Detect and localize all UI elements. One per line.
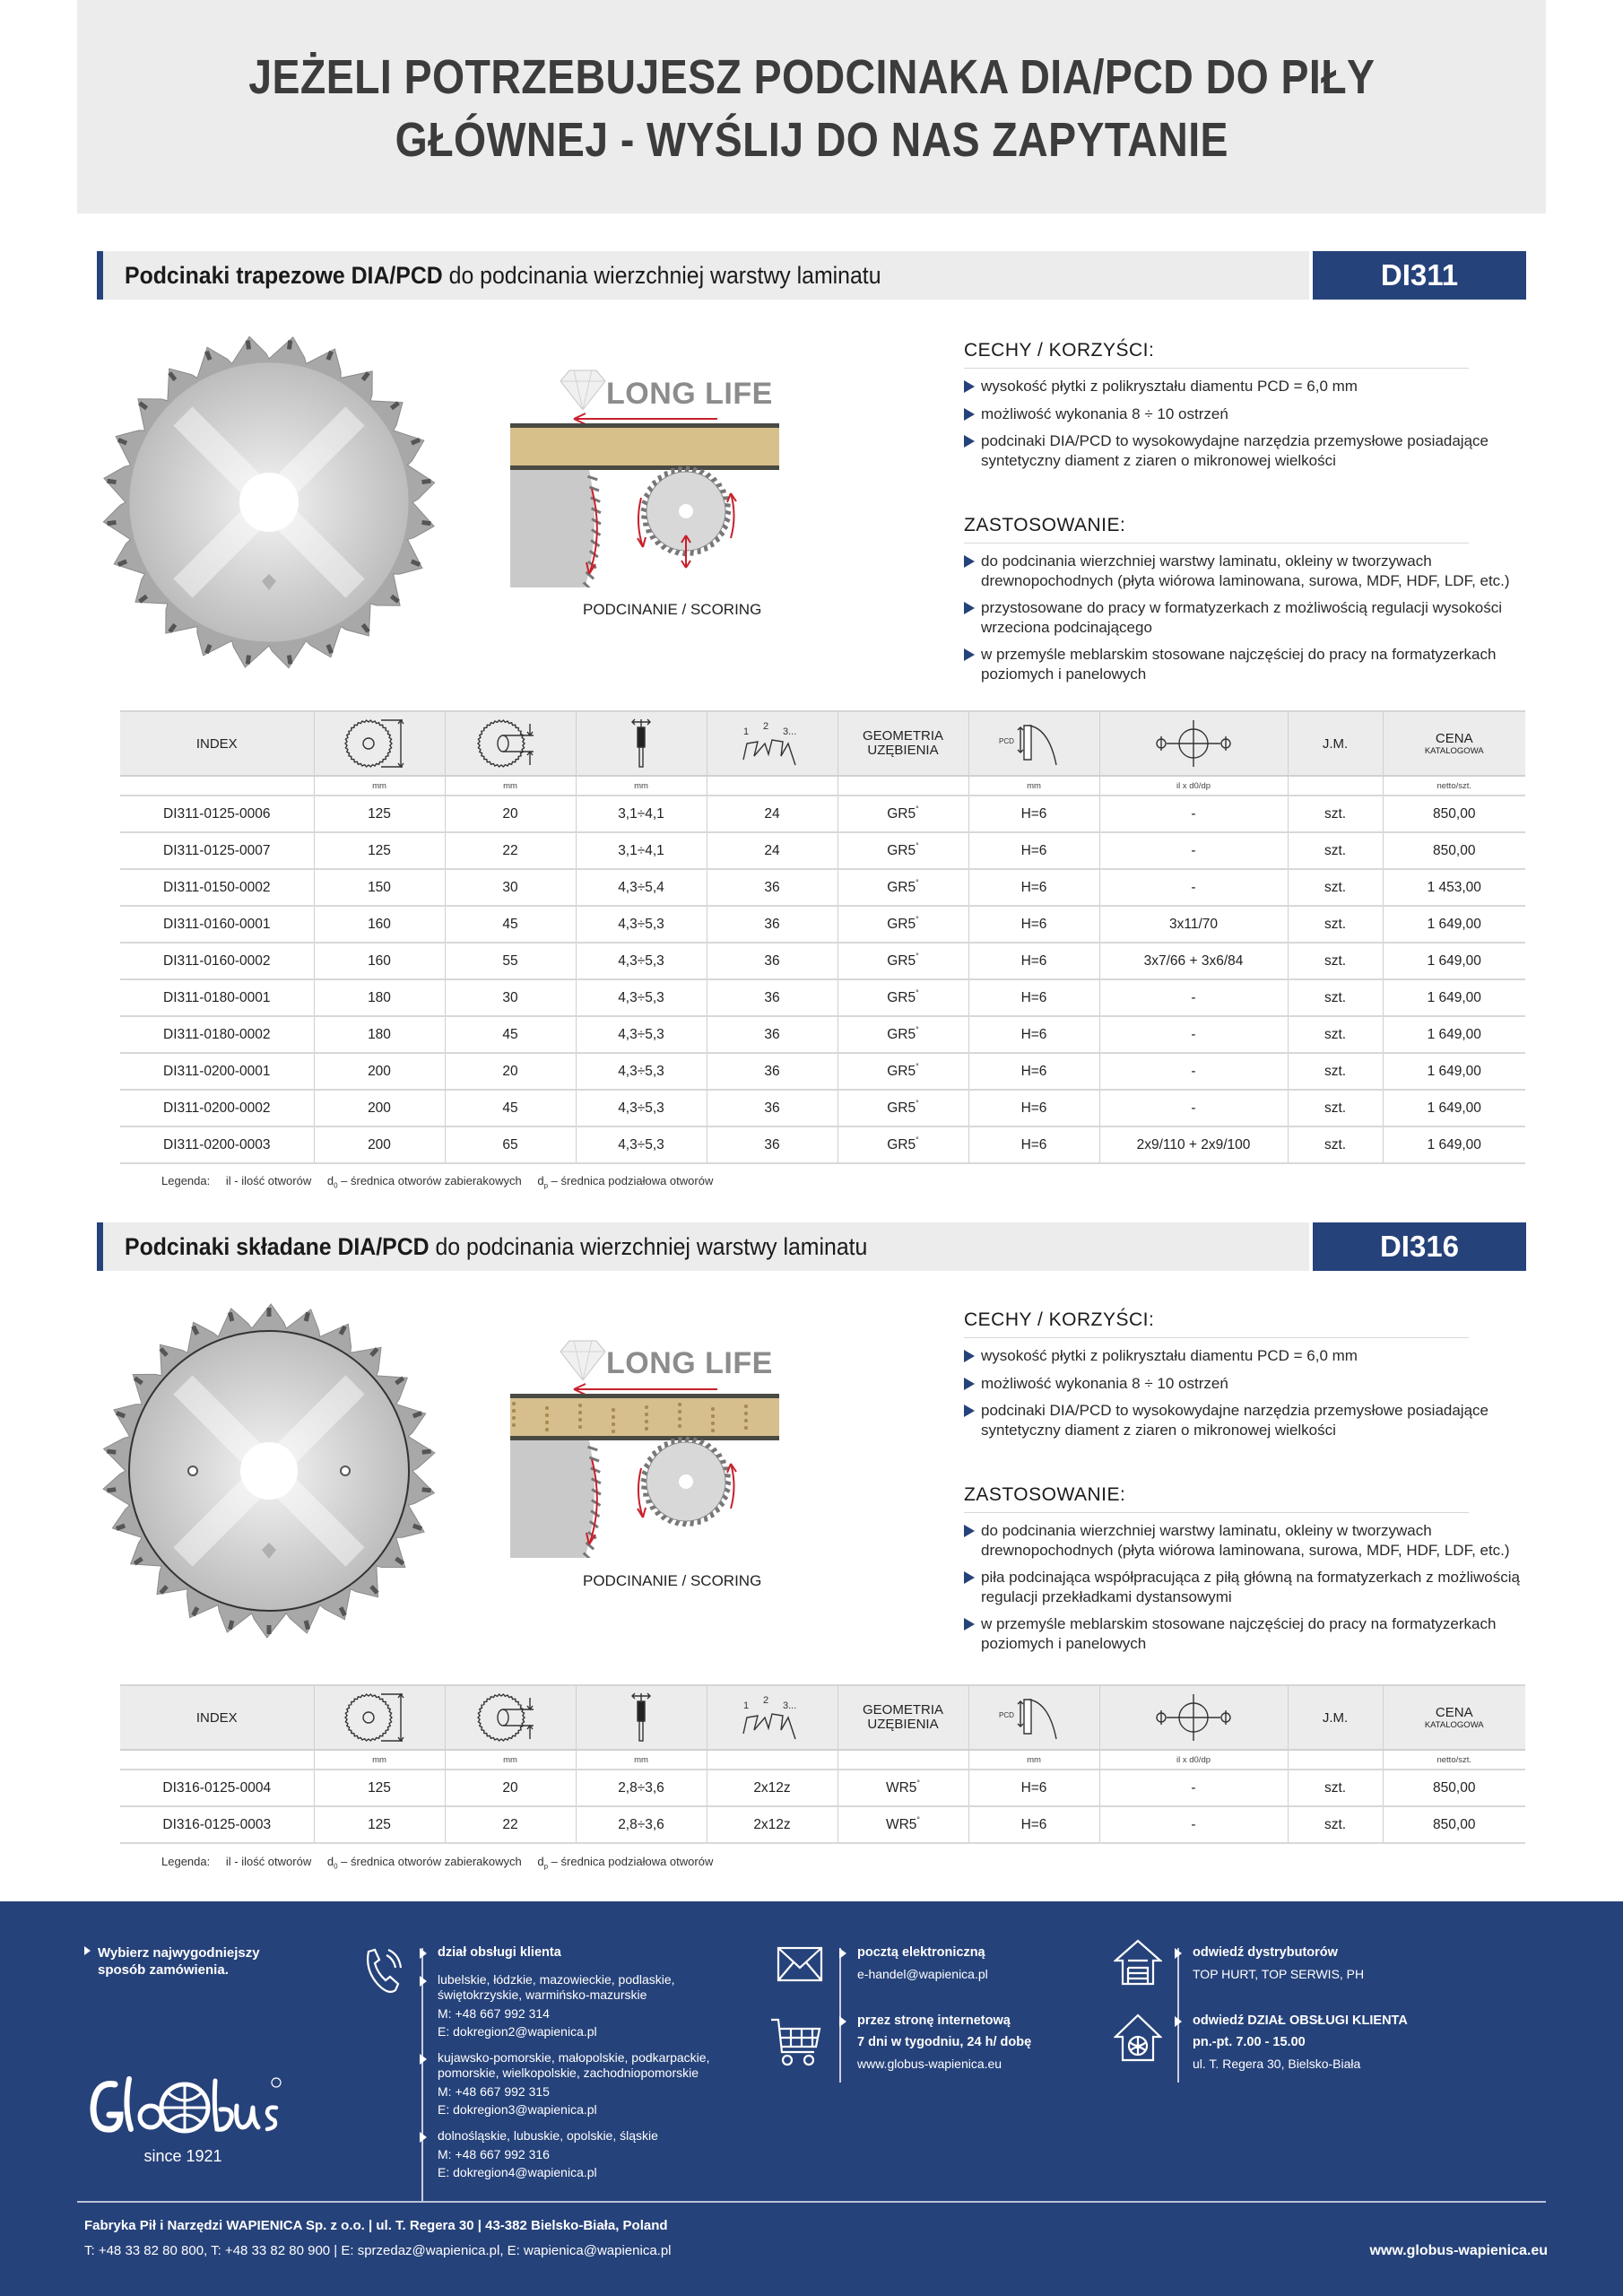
table-cell: - bbox=[1099, 979, 1288, 1016]
unit-cell: mm bbox=[314, 776, 445, 796]
table-cell: szt. bbox=[1288, 943, 1383, 979]
feature-item: wysokość płytki z polikryształu diamentu PCD = 6,0 mm bbox=[964, 1346, 1520, 1366]
table-cell: 3,1÷4,1 bbox=[576, 832, 707, 869]
table-cell: 22 bbox=[445, 832, 576, 869]
region-contact bbox=[438, 2128, 733, 2180]
col-index: INDEX bbox=[120, 1685, 314, 1750]
table-cell: 850,00 bbox=[1383, 832, 1525, 869]
banner-title bbox=[248, 46, 1375, 171]
table-cell: H=6 bbox=[968, 1806, 1099, 1843]
table-cell: 1 649,00 bbox=[1383, 906, 1525, 943]
table-cell: szt. bbox=[1288, 1806, 1383, 1843]
usage-title: ZASTOSOWANIE: bbox=[964, 514, 1469, 544]
cell-geometry: GR5° bbox=[838, 943, 968, 979]
table-cell: szt. bbox=[1288, 906, 1383, 943]
table-cell: DI311-0160-0002 bbox=[120, 943, 314, 979]
cell-geometry: GR5° bbox=[838, 1053, 968, 1090]
svg-text:3...: 3... bbox=[783, 1700, 797, 1711]
kerf-width-icon bbox=[576, 711, 707, 776]
usage-title: ZASTOSOWANIE: bbox=[964, 1483, 1469, 1513]
usage-item: w przemyśle meblarskim stosowane najczęściej do pracy na formatyzerkach poziomych i panelowych bbox=[964, 645, 1520, 683]
table-cell: 36 bbox=[707, 979, 838, 1016]
product-table-di311 bbox=[120, 710, 1525, 1164]
table-cell: H=6 bbox=[968, 1053, 1099, 1090]
table-cell: 36 bbox=[707, 1016, 838, 1053]
table-cell: 200 bbox=[314, 1126, 445, 1163]
product-code-badge: DI316 bbox=[1313, 1222, 1526, 1271]
col-unit: J.M. bbox=[1288, 1685, 1383, 1750]
table-cell: szt. bbox=[1288, 1090, 1383, 1126]
email-block bbox=[857, 1944, 1090, 1982]
region-phone[interactable]: M: +48 667 992 316 bbox=[438, 2147, 550, 2161]
order-prompt: Wybierz najwygodniejszy sposób zamówienia. bbox=[84, 1944, 260, 1979]
cell-geometry: GR5° bbox=[838, 796, 968, 832]
table-cell: 2x12z bbox=[707, 1770, 838, 1806]
svg-text:PCD: PCD bbox=[999, 1711, 1014, 1719]
table-cell: DI311-0125-0006 bbox=[120, 796, 314, 832]
table-cell: H=6 bbox=[968, 1090, 1099, 1126]
table-cell: H=6 bbox=[968, 832, 1099, 869]
svg-text:1: 1 bbox=[743, 726, 750, 737]
table-cell: 180 bbox=[314, 1016, 445, 1053]
table-cell: DI311-0200-0003 bbox=[120, 1126, 314, 1163]
table-cell: DI311-0150-0002 bbox=[120, 869, 314, 906]
table-row bbox=[120, 832, 1525, 869]
col-unit: J.M. bbox=[1288, 711, 1383, 776]
table-cell: 36 bbox=[707, 943, 838, 979]
cell-geometry: WR5° bbox=[838, 1806, 968, 1843]
unit-cell bbox=[838, 1750, 968, 1770]
legend-label: Legenda: bbox=[161, 1174, 211, 1187]
region-areas: kujawsko-pomorskie, małopolskie, podkarpackie, bbox=[438, 2050, 710, 2065]
product-table-di316 bbox=[120, 1684, 1525, 1844]
region-phone[interactable]: M: +48 667 992 315 bbox=[438, 2084, 550, 2099]
email-title: pocztą elektroniczną bbox=[857, 1945, 985, 1960]
unit-cell: netto/szt. bbox=[1383, 1750, 1525, 1770]
pin-holes-icon bbox=[1099, 711, 1288, 776]
region-email[interactable]: E: dokregion2@wapienica.pl bbox=[438, 2024, 597, 2039]
globus-logo bbox=[84, 2072, 291, 2166]
table-cell: H=6 bbox=[968, 796, 1099, 832]
usage-item: piła podcinająca współpracująca z piłą główną na formatyzerkach z możliwością regulacji przekładkami dystansowymi bbox=[964, 1568, 1520, 1606]
table-cell: 3x11/70 bbox=[1099, 906, 1288, 943]
table-cell: H=6 bbox=[968, 943, 1099, 979]
table-cell: 1 649,00 bbox=[1383, 1016, 1525, 1053]
kerf-width-icon bbox=[576, 1685, 707, 1750]
table-cell: 2x9/110 + 2x9/100 bbox=[1099, 1126, 1288, 1163]
table-row bbox=[120, 1770, 1525, 1806]
table-cell: 1 649,00 bbox=[1383, 1053, 1525, 1090]
cell-geometry: GR5° bbox=[838, 1126, 968, 1163]
col-price: CENA KATALOGOWA bbox=[1383, 1685, 1525, 1750]
regions-list bbox=[438, 1944, 733, 2180]
customer-service-block bbox=[438, 1944, 733, 1961]
table-cell: - bbox=[1099, 1090, 1288, 1126]
outer-diameter-icon bbox=[314, 711, 445, 776]
table-cell: 20 bbox=[445, 1770, 576, 1806]
legend-dp: $d_p$ – średnica podziałowa otworów bbox=[537, 1174, 714, 1190]
table-cell: 4,3÷5,3 bbox=[576, 1016, 707, 1053]
visit-stack bbox=[1193, 1944, 1533, 2072]
since-text: since 1921 bbox=[143, 2147, 222, 2165]
usage-list bbox=[964, 552, 1520, 683]
banner-line-1: JEŻELI POTRZEBUJESZ PODCINAKA DIA/PCD DO PIŁY bbox=[247, 50, 1376, 104]
table-row bbox=[120, 796, 1525, 832]
table-cell: 125 bbox=[314, 832, 445, 869]
table-cell: 36 bbox=[707, 1053, 838, 1090]
footer bbox=[0, 1901, 1623, 2296]
shopping-cart-icon bbox=[769, 2016, 823, 2073]
features-list bbox=[964, 1346, 1520, 1439]
trapezoid-scoring-blade-image bbox=[99, 332, 439, 677]
table-cell: 160 bbox=[314, 943, 445, 979]
table-cell: - bbox=[1099, 1016, 1288, 1053]
outer-diameter-icon bbox=[314, 1685, 445, 1750]
feature-item: podcinaki DIA/PCD to wysokowydajne narzędzia przemysłowe posiadające syntetyczny diament z ziaren o mikronowej wielkości bbox=[964, 1401, 1520, 1439]
table-cell: DI311-0160-0001 bbox=[120, 906, 314, 943]
table-cell: 36 bbox=[707, 906, 838, 943]
usage-item: przystosowane do pracy w formatyzerkach z możliwością regulacji wysokości wrzeciona podcinającego bbox=[964, 598, 1520, 637]
table-row bbox=[120, 1053, 1525, 1090]
phone-icon bbox=[361, 1946, 403, 2001]
table-cell: szt. bbox=[1288, 1016, 1383, 1053]
table-cell: H=6 bbox=[968, 906, 1099, 943]
region-contact bbox=[438, 1972, 733, 2039]
table-cell: 200 bbox=[314, 1053, 445, 1090]
table-cell: 24 bbox=[707, 796, 838, 832]
customer-service-title: dział obsługi klienta bbox=[438, 1945, 561, 1960]
table-row bbox=[120, 1016, 1525, 1053]
cell-geometry: GR5° bbox=[838, 1016, 968, 1053]
table-cell: 55 bbox=[445, 943, 576, 979]
table-cell: 36 bbox=[707, 1126, 838, 1163]
unit-cell: netto/szt. bbox=[1383, 776, 1525, 796]
region-areas: świętokrzyskie, warmińsko-mazurskie bbox=[438, 1987, 647, 2002]
table-cell: 4,3÷5,4 bbox=[576, 869, 707, 906]
svg-text:PCD: PCD bbox=[999, 737, 1014, 745]
table-cell: 22 bbox=[445, 1806, 576, 1843]
distributors-title: odwiedź dystrybutorów bbox=[1193, 1945, 1338, 1960]
top-banner bbox=[77, 0, 1546, 213]
section-header-di316 bbox=[97, 1222, 1526, 1271]
unit-cell: mm bbox=[968, 1750, 1099, 1770]
scoring-label: PODCINANIE / SCORING bbox=[583, 601, 762, 618]
office-hours: pn.-pt. 7.00 - 15.00 bbox=[1193, 2035, 1306, 2049]
region-email[interactable]: E: dokregion3@wapienica.pl bbox=[438, 2102, 597, 2117]
unit-cell: mm bbox=[576, 1750, 707, 1770]
divider-line bbox=[839, 1948, 841, 2083]
table-cell: DI311-0180-0001 bbox=[120, 979, 314, 1016]
table-cell: 36 bbox=[707, 1090, 838, 1126]
long-life-label: LONG LIFE bbox=[606, 1346, 773, 1380]
svg-text:1: 1 bbox=[743, 1700, 750, 1711]
footer-website-link[interactable]: www.globus-wapienica.eu bbox=[1369, 2243, 1548, 2258]
web-hours: 7 dni w tygodniu, 24 h/ dobę bbox=[857, 2035, 1032, 2049]
table-cell: 4,3÷5,3 bbox=[576, 943, 707, 979]
usage-list bbox=[964, 1521, 1520, 1653]
unit-cell bbox=[120, 776, 314, 796]
legend-il: il - ilość otworów bbox=[225, 1855, 312, 1868]
table-cell: 4,3÷5,3 bbox=[576, 979, 707, 1016]
table-cell: 200 bbox=[314, 1090, 445, 1126]
product-code-badge: DI311 bbox=[1313, 251, 1526, 300]
unit-cell: mm bbox=[576, 776, 707, 796]
contact-line: T: +48 33 82 80 800, T: +48 33 82 80 900 | E: sprzedaz@wapienica.pl, E: wapienica@wapienica.pl bbox=[84, 2243, 672, 2258]
table-cell: 1 649,00 bbox=[1383, 979, 1525, 1016]
table-cell: 65 bbox=[445, 1126, 576, 1163]
col-price: CENA KATALOGOWA bbox=[1383, 711, 1525, 776]
table-row bbox=[120, 943, 1525, 979]
unit-cell bbox=[707, 1750, 838, 1770]
office-address: ul. T. Regera 30, Bielsko-Biała bbox=[1193, 2057, 1361, 2071]
table-cell: DI316-0125-0003 bbox=[120, 1806, 314, 1843]
scoring-label: PODCINANIE / SCORING bbox=[583, 1572, 762, 1589]
warehouse-icon bbox=[1114, 1939, 1162, 1990]
company-line: Fabryka Pił i Narzędzi WAPIENICA Sp. z o.o. | ul. T. Regera 30 | 43-382 Bielsko-Biała, Poland bbox=[84, 2218, 668, 2233]
table-cell: DI311-0200-0002 bbox=[120, 1090, 314, 1126]
office-globe-icon bbox=[1114, 2013, 1162, 2066]
unit-cell: mm bbox=[314, 1750, 445, 1770]
table-cell: 4,3÷5,3 bbox=[576, 1053, 707, 1090]
region-areas: pomorskie, wielkopolskie, zachodniopomorskie bbox=[438, 2066, 699, 2080]
svg-text:2: 2 bbox=[763, 1695, 769, 1706]
table-cell: 1 649,00 bbox=[1383, 1126, 1525, 1163]
legend-label: Legenda: bbox=[161, 1855, 211, 1868]
pcd-height-icon bbox=[968, 1685, 1099, 1750]
table-cell: 180 bbox=[314, 979, 445, 1016]
unit-cell bbox=[1288, 776, 1383, 796]
table-cell: 1 453,00 bbox=[1383, 869, 1525, 906]
table-cell: szt. bbox=[1288, 796, 1383, 832]
envelope-icon bbox=[777, 1946, 823, 1987]
table-cell: szt. bbox=[1288, 979, 1383, 1016]
email-link[interactable]: e-handel@wapienica.pl bbox=[857, 1967, 988, 1981]
features-list bbox=[964, 377, 1520, 470]
distributors-names: TOP HURT, TOP SERWIS, PH bbox=[1193, 1967, 1365, 1981]
table-cell: 850,00 bbox=[1383, 796, 1525, 832]
table-cell: DI311-0200-0001 bbox=[120, 1053, 314, 1090]
section-title-bold: Podcinaki składane DIA/PCD bbox=[125, 1232, 430, 1260]
cell-geometry: GR5° bbox=[838, 906, 968, 943]
cell-geometry: GR5° bbox=[838, 979, 968, 1016]
table-row bbox=[120, 1090, 1525, 1126]
table-cell: szt. bbox=[1288, 869, 1383, 906]
table-cell: 125 bbox=[314, 1806, 445, 1843]
table-cell: 1 649,00 bbox=[1383, 1090, 1525, 1126]
table-cell: 2x12z bbox=[707, 1806, 838, 1843]
section-header-di311 bbox=[97, 251, 1526, 300]
web-title: przez stronę internetową bbox=[857, 2013, 1011, 2028]
office-title: odwiedź DZIAŁ OBSŁUGI KLIENTA bbox=[1193, 2013, 1408, 2028]
usage-item: do podcinania wierzchniej warstwy laminatu, okleiny w tworzywach drewnopochodnych (płyta wiórowa laminowana, surowa, MDF, HDF, LDF, etc.) bbox=[964, 1521, 1520, 1560]
legend-di316 bbox=[161, 1854, 725, 1875]
svg-text:2: 2 bbox=[763, 721, 769, 732]
unit-cell: mm bbox=[968, 776, 1099, 796]
table-cell: - bbox=[1099, 1053, 1288, 1090]
distributors-block bbox=[1193, 1944, 1533, 1982]
table-cell: H=6 bbox=[968, 869, 1099, 906]
unit-cell bbox=[1288, 1750, 1383, 1770]
feature-item: możliwość wykonania 8 ÷ 10 ostrzeń bbox=[964, 1374, 1520, 1394]
table-cell: DI311-0180-0002 bbox=[120, 1016, 314, 1053]
table-cell: 45 bbox=[445, 1090, 576, 1126]
section-title-bold: Podcinaki trapezowe DIA/PCD bbox=[125, 261, 443, 289]
table-cell: 150 bbox=[314, 869, 445, 906]
web-block bbox=[857, 2013, 1090, 2072]
features-di316 bbox=[964, 1309, 1520, 1661]
banner-line-2: GŁÓWNEJ - WYŚLIJ DO NAS ZAPYTANIE bbox=[395, 113, 1228, 167]
cell-geometry: WR5° bbox=[838, 1770, 968, 1806]
table-cell: H=6 bbox=[968, 1770, 1099, 1806]
table-row bbox=[120, 906, 1525, 943]
feature-item: wysokość płytki z polikryształu diamentu PCD = 6,0 mm bbox=[964, 377, 1520, 396]
section-title-rest: do podcinania wierzchniej warstwy laminatu bbox=[442, 261, 881, 289]
folding-scoring-blade-image bbox=[99, 1300, 439, 1646]
table-cell: DI311-0125-0007 bbox=[120, 832, 314, 869]
bore-diameter-icon bbox=[445, 711, 576, 776]
table-cell: 125 bbox=[314, 796, 445, 832]
table-cell: H=6 bbox=[968, 1126, 1099, 1163]
table-cell: - bbox=[1099, 1770, 1288, 1806]
table-cell: 850,00 bbox=[1383, 1806, 1525, 1843]
table-cell: 125 bbox=[314, 1770, 445, 1806]
region-contact bbox=[438, 2050, 733, 2118]
website-link[interactable]: www.globus-wapienica.eu bbox=[857, 2057, 1002, 2071]
table-cell: H=6 bbox=[968, 1016, 1099, 1053]
bore-diameter-icon bbox=[445, 1685, 576, 1750]
unit-cell bbox=[120, 1750, 314, 1770]
teeth-count-icon bbox=[707, 711, 838, 776]
table-cell: - bbox=[1099, 796, 1288, 832]
table-row bbox=[120, 1126, 1525, 1163]
feature-item: podcinaki DIA/PCD to wysokowydajne narzędzia przemysłowe posiadające syntetyczny diament z ziaren o mikronowej wielkości bbox=[964, 431, 1520, 470]
footer-divider bbox=[77, 2201, 1546, 2203]
table-cell: 30 bbox=[445, 869, 576, 906]
region-email[interactable]: E: dokregion4@wapienica.pl bbox=[438, 2165, 597, 2179]
office-block bbox=[1193, 2013, 1533, 2072]
globus-logo-mark bbox=[84, 2072, 282, 2140]
table-cell: szt. bbox=[1288, 1126, 1383, 1163]
svg-text:3...: 3... bbox=[783, 726, 797, 737]
table-cell: 850,00 bbox=[1383, 1770, 1525, 1806]
pin-holes-icon bbox=[1099, 1685, 1288, 1750]
region-areas: dolnośląskie, lubuskie, opolskie, śląskie bbox=[438, 2128, 658, 2143]
table-row bbox=[120, 1806, 1525, 1843]
table-cell: 36 bbox=[707, 869, 838, 906]
region-areas: lubelskie, łódzkie, mazowieckie, podlaskie, bbox=[438, 1972, 675, 1987]
table-cell: 4,3÷5,3 bbox=[576, 1126, 707, 1163]
unit-cell: mm bbox=[445, 1750, 576, 1770]
table-cell: - bbox=[1099, 1806, 1288, 1843]
legend-il: il - ilość otworów bbox=[225, 1174, 312, 1187]
table-row bbox=[120, 869, 1525, 906]
cell-geometry: GR5° bbox=[838, 832, 968, 869]
table-cell: 1 649,00 bbox=[1383, 943, 1525, 979]
legend-d0: $d_0$ – średnica otworów zabierakowych bbox=[326, 1174, 522, 1190]
col-index: INDEX bbox=[120, 711, 314, 776]
unit-cell bbox=[707, 776, 838, 796]
table-row bbox=[120, 979, 1525, 1016]
long-life-label: LONG LIFE bbox=[606, 377, 773, 411]
feature-item: możliwość wykonania 8 ÷ 10 ostrzeń bbox=[964, 404, 1520, 424]
table-cell: H=6 bbox=[968, 979, 1099, 1016]
unit-cell: mm bbox=[445, 776, 576, 796]
online-order-stack bbox=[857, 1944, 1090, 2072]
table-cell: 20 bbox=[445, 1053, 576, 1090]
table-cell: 3x7/66 + 3x6/84 bbox=[1099, 943, 1288, 979]
arrow-icon bbox=[84, 1946, 91, 1955]
table-cell: 2,8÷3,6 bbox=[576, 1770, 707, 1806]
legend-d0: $d_0$ – średnica otworów zabierakowych bbox=[326, 1855, 522, 1871]
usage-item: w przemyśle meblarskim stosowane najczęściej do pracy na formatyzerkach poziomych i panelowych bbox=[964, 1614, 1520, 1653]
unit-cell: il x d0/dp bbox=[1099, 776, 1288, 796]
table-cell: 160 bbox=[314, 906, 445, 943]
table-cell: - bbox=[1099, 832, 1288, 869]
features-di311 bbox=[964, 339, 1520, 691]
features-title: CECHY / KORZYŚCI: bbox=[964, 339, 1469, 369]
cell-geometry: GR5° bbox=[838, 869, 968, 906]
pcd-height-icon bbox=[968, 711, 1099, 776]
table-cell: 24 bbox=[707, 832, 838, 869]
col-tooth-geometry: GEOMETRIA UZĘBIENIA bbox=[838, 1685, 968, 1750]
table-cell: 4,3÷5,3 bbox=[576, 906, 707, 943]
table-cell: szt. bbox=[1288, 1053, 1383, 1090]
unit-cell bbox=[838, 776, 968, 796]
unit-cell: il x d0/dp bbox=[1099, 1750, 1288, 1770]
table-cell: 45 bbox=[445, 1016, 576, 1053]
usage-item: do podcinania wierzchniej warstwy laminatu, okleiny w tworzywach drewnopochodnych (płyta wiórowa laminowana, surowa, MDF, HDF, LDF, etc.) bbox=[964, 552, 1520, 590]
teeth-count-icon bbox=[707, 1685, 838, 1750]
legend-di311 bbox=[161, 1173, 725, 1195]
table-cell: - bbox=[1099, 869, 1288, 906]
table-cell: 4,3÷5,3 bbox=[576, 1090, 707, 1126]
cell-geometry: GR5° bbox=[838, 1090, 968, 1126]
table-cell: szt. bbox=[1288, 832, 1383, 869]
table-cell: 30 bbox=[445, 979, 576, 1016]
legend-dp: $d_p$ – średnica podziałowa otworów bbox=[537, 1855, 714, 1871]
table-cell: 20 bbox=[445, 796, 576, 832]
features-title: CECHY / KORZYŚCI: bbox=[964, 1309, 1469, 1338]
region-phone[interactable]: M: +48 667 992 314 bbox=[438, 2006, 550, 2021]
table-cell: 45 bbox=[445, 906, 576, 943]
section-title-rest: do podcinania wierzchniej warstwy laminatu bbox=[429, 1232, 868, 1260]
table-cell: 2,8÷3,6 bbox=[576, 1806, 707, 1843]
divider-line bbox=[1177, 1948, 1179, 2083]
table-cell: szt. bbox=[1288, 1770, 1383, 1806]
table-cell: DI316-0125-0004 bbox=[120, 1770, 314, 1806]
table-cell: 3,1÷4,1 bbox=[576, 796, 707, 832]
col-tooth-geometry: GEOMETRIA UZĘBIENIA bbox=[838, 711, 968, 776]
